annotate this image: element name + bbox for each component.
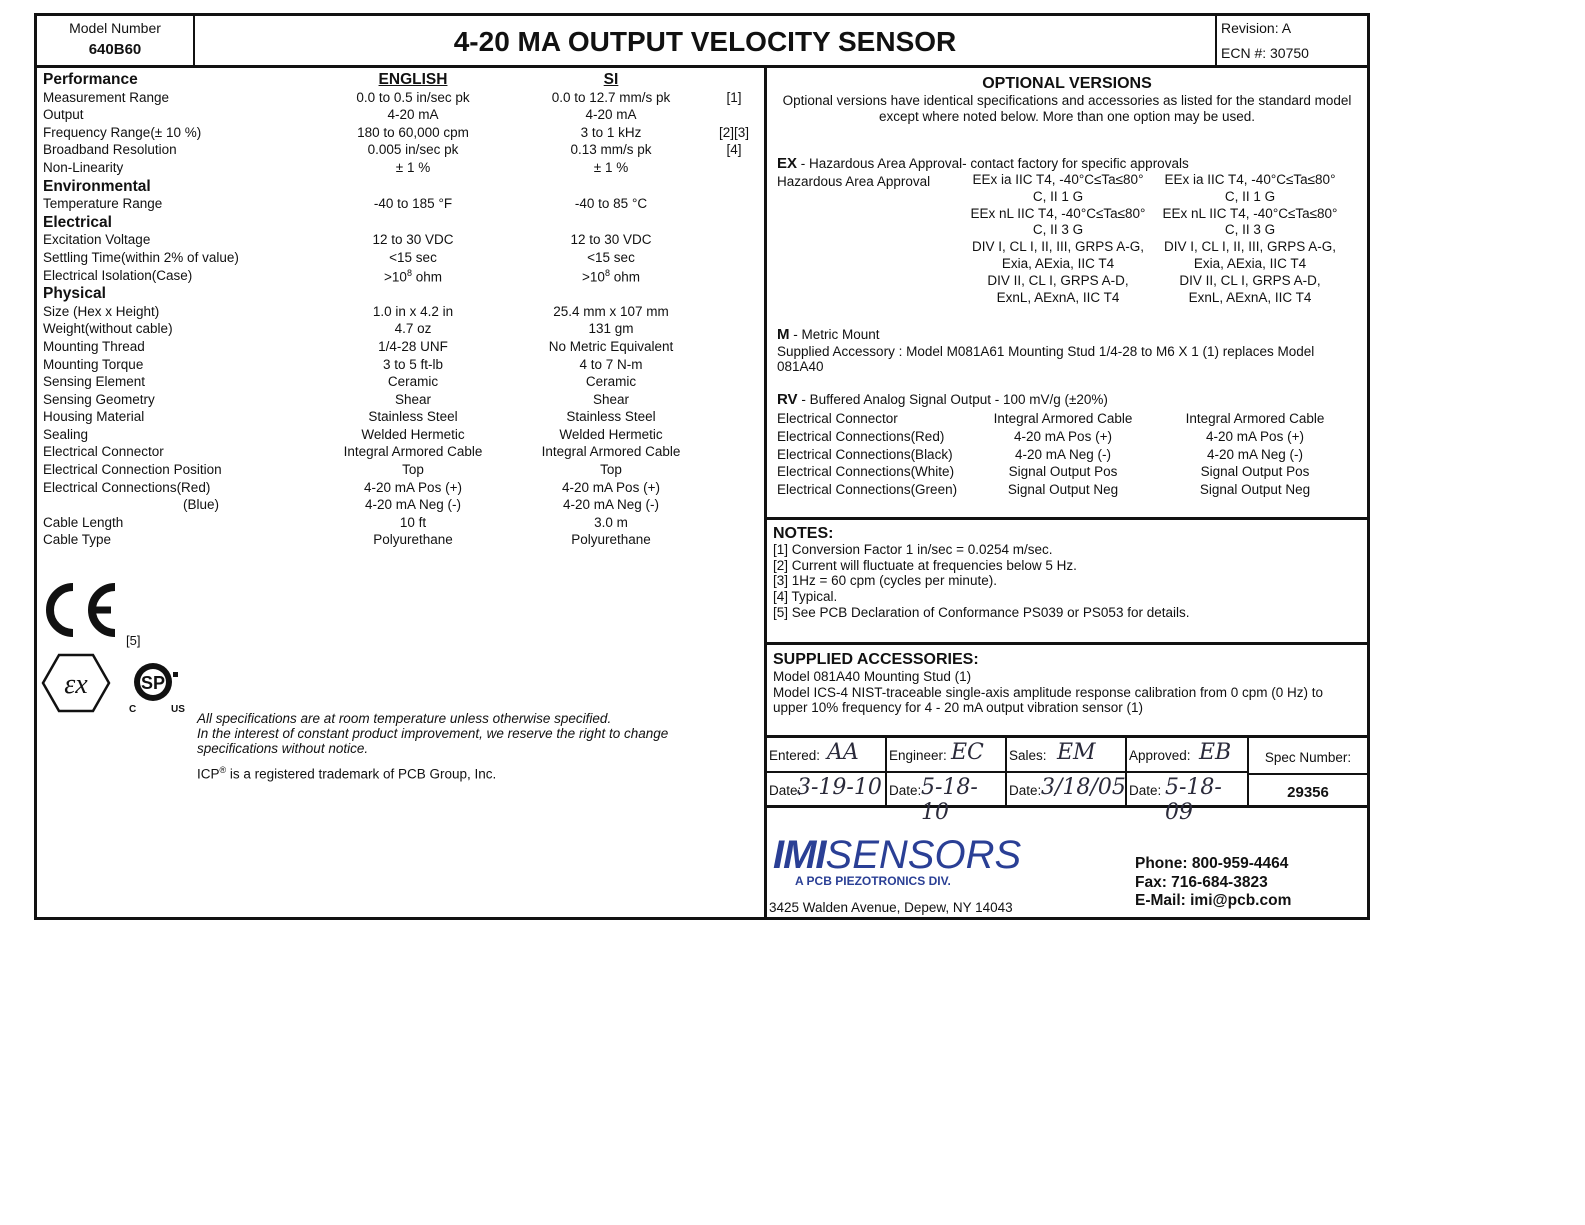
value-text: 0.0 to 12.7 mm/s pk — [551, 89, 671, 105]
english-value — [313, 497, 513, 512]
model-number-value: 640B60 — [88, 41, 142, 58]
value-text: 4-20 mA Pos (+) — [562, 479, 660, 495]
ex-approval-line: ExnL, AExnA, IIC T4 — [996, 289, 1120, 305]
value-text: <15 sec — [389, 249, 437, 265]
rv-value: Integral Armored Cable — [1185, 411, 1325, 426]
spec-row — [43, 339, 761, 357]
entered-cell — [767, 738, 887, 773]
svg-text:εx: εx — [64, 669, 88, 700]
value-unit: ohm — [609, 269, 640, 285]
rv-row — [777, 411, 1357, 429]
si-value — [511, 392, 711, 407]
rv-row — [777, 429, 1357, 447]
sales-label: Sales: — [1009, 748, 1047, 763]
ex-label: Hazardous Area Approval — [777, 174, 931, 189]
spec-label: Mounting Torque — [43, 356, 144, 372]
si-value — [511, 427, 711, 442]
date-cell — [887, 773, 1007, 825]
tm-post: is a registered trademark of PCB Group, Inc. — [226, 766, 497, 782]
email: E-Mail: imi@pcb.com — [1135, 892, 1292, 909]
ex-approval-line: DIV II, CL I, GRPS A-D, — [1179, 272, 1321, 288]
address: 3425 Walden Avenue, Depew, NY 14043 — [769, 900, 1013, 915]
english-value — [313, 374, 513, 389]
value-text: 131 gm — [588, 321, 634, 337]
spec-label: (Blue) — [183, 497, 220, 513]
footnote-ref: [4] — [726, 142, 742, 158]
ex-approval-line: C, II 3 G — [1224, 222, 1276, 238]
rv-value: 4-20 mA Pos (+) — [1014, 428, 1112, 444]
disclaimer-line: In the interest of constant product improvement, we reserve the right to change — [197, 726, 669, 741]
spec-row — [43, 107, 761, 125]
tm-sup: ® — [219, 765, 227, 775]
date-cell — [767, 773, 887, 808]
approved-label: Approved: — [1129, 748, 1191, 763]
disclaimer-line: All specifications are at room temperature unless otherwise specified. — [197, 711, 612, 726]
m-option-heading — [777, 326, 880, 343]
note-item: [4] Typical. — [773, 589, 838, 605]
spec-divider — [1249, 773, 1367, 775]
value-text: Ceramic — [585, 374, 637, 390]
note-item: [1] Conversion Factor 1 in/sec = 0.0254 m/sec. — [773, 541, 1053, 557]
rv-value: Signal Output Pos — [1200, 464, 1310, 480]
spec-row — [43, 196, 761, 214]
si-value — [511, 90, 711, 105]
spec-number-label: Spec Number: — [1264, 750, 1352, 765]
spec-label: Sealing — [43, 426, 89, 442]
spec-label: Electrical Isolation(Case) — [43, 267, 193, 283]
spec-label: Sensing Geometry — [43, 391, 155, 407]
disclaimer — [197, 711, 717, 756]
spec-row — [43, 357, 761, 375]
spec-label: Settling Time(within 2% of value) — [43, 249, 239, 265]
spec-row — [43, 532, 761, 550]
spec-row — [43, 515, 761, 533]
ex-approval-line: EEx nL IIC T4, -40°C≤Ta≤80° — [1162, 205, 1338, 221]
value-text: 25.4 mm x 107 mm — [553, 303, 669, 319]
english-value — [313, 160, 513, 175]
date-cell — [1007, 773, 1127, 808]
spec-table — [43, 71, 761, 550]
rv-desc: - Buffered Analog Signal Output - 100 mV/g (±20%) — [797, 392, 1108, 407]
spec-row — [43, 480, 761, 498]
date-signature: 5-18-10 — [921, 775, 978, 825]
date-cell — [1127, 773, 1249, 825]
value-text: No Metric Equivalent — [548, 338, 674, 354]
optional-intro — [767, 93, 1367, 125]
value-text: 0.005 in/sec pk — [367, 142, 459, 158]
spec-label: Mounting Thread — [43, 338, 145, 354]
optional-versions-title: OPTIONAL VERSIONS — [982, 75, 1152, 92]
accessory-line: Model 081A40 Mounting Stud (1) — [773, 669, 972, 684]
spec-row — [43, 374, 761, 392]
engineer-signature: EC — [951, 740, 984, 765]
value-text: Stainless Steel — [566, 409, 656, 425]
spec-row — [43, 444, 761, 462]
value-text: Shear — [592, 391, 630, 407]
optional-versions-section — [767, 71, 1367, 520]
spec-section-heading — [43, 178, 761, 197]
spec-section-heading — [43, 214, 761, 233]
spec-row — [43, 497, 761, 515]
value-text: 3.0 m — [594, 514, 628, 530]
si-value — [511, 480, 711, 495]
date-label: Date: — [1129, 783, 1162, 798]
si-value — [511, 125, 711, 140]
logo-sensors: SENSORS — [825, 833, 1022, 877]
ex-approval-line: C, II 1 G — [1032, 188, 1084, 204]
date-label: Date: — [769, 783, 802, 798]
si-value — [511, 497, 711, 512]
ex-option-heading — [777, 155, 1189, 172]
engineer-cell — [887, 738, 1007, 773]
model-number-label: Model Number — [69, 20, 161, 36]
english-value — [313, 232, 513, 247]
rv-row — [777, 447, 1357, 465]
si-value — [511, 321, 711, 336]
spec-row — [43, 232, 761, 250]
ex-approval-line: C, II 3 G — [1032, 222, 1084, 238]
value-text: 0.0 to 0.5 in/sec pk — [356, 89, 470, 105]
english-value — [313, 462, 513, 477]
si-value — [511, 232, 711, 247]
si-value — [511, 196, 711, 211]
spec-label: Temperature Range — [43, 196, 163, 212]
m-code: M — [777, 326, 790, 343]
trademark-note — [197, 765, 496, 782]
english-column-header: ENGLISH — [378, 71, 448, 88]
si-value — [511, 142, 711, 157]
value-text: Top — [402, 462, 424, 478]
spec-label: Electrical Connection Position — [43, 462, 222, 478]
approved-cell — [1127, 738, 1249, 773]
spec-row — [43, 125, 761, 143]
spec-row — [43, 160, 761, 178]
value-text: -40 to 185 °F — [373, 196, 453, 212]
engineer-label: Engineer: — [889, 748, 947, 763]
optional-intro-line: except where noted below. More than one option may be used. — [879, 109, 1255, 124]
imi-sensors-logo — [773, 833, 1021, 888]
spec-row — [43, 268, 761, 286]
disclaimer-line: specifications without notice. — [197, 741, 369, 756]
ex-approval-line: EEx nL IIC T4, -40°C≤Ta≤80° — [970, 205, 1146, 221]
ex-approval-line: EEx ia IIC T4, -40°C≤Ta≤80° — [972, 172, 1144, 187]
accessory-line: Model ICS-4 NIST-traceable single-axis amplitude response calibration from 0 cpm (0 Hz) to — [773, 684, 1323, 700]
value-text: -40 to 85 °C — [574, 196, 648, 212]
signoff-block — [767, 738, 1367, 825]
logo-imi: IMI — [773, 833, 826, 877]
value-text: <15 sec — [587, 249, 635, 265]
value-text: 4-20 mA — [387, 107, 439, 123]
notes-section — [767, 520, 1367, 645]
value-text: ± 1 % — [395, 159, 431, 175]
ex-hazard-mark-icon — [41, 652, 111, 714]
si-value — [511, 339, 711, 354]
si-value — [511, 304, 711, 319]
rv-option-heading — [777, 391, 1108, 408]
rv-table — [777, 411, 1357, 500]
rv-label: Electrical Connections(Green) — [777, 482, 958, 498]
value-text: Integral Armored Cable — [541, 444, 681, 460]
optional-intro-line: Optional versions have identical specifications and accessories as listed for the standard model — [782, 93, 1352, 108]
value-text: 180 to 60,000 cpm — [357, 124, 469, 140]
notes-title: NOTES: — [773, 525, 834, 542]
ex-approval-line: C, II 1 G — [1224, 188, 1276, 204]
rv-value: Integral Armored Cable — [993, 411, 1133, 426]
english-value — [313, 196, 513, 211]
section-label: Electrical — [43, 213, 112, 231]
value-text: 12 to 30 VDC — [570, 232, 652, 248]
english-value — [313, 515, 513, 530]
spec-sheet — [34, 13, 1370, 920]
entered-label: Entered: — [769, 748, 821, 763]
ex-approval-line: Exia, AExia, IIC T4 — [1193, 255, 1307, 271]
spec-label: Size (Hex x Height) — [43, 303, 160, 319]
rv-value: Signal Output Neg — [1007, 482, 1119, 498]
english-value — [313, 142, 513, 157]
spec-label: Frequency Range(± 10 %) — [43, 124, 202, 140]
model-number-box — [37, 16, 195, 68]
date-label: Date: — [889, 783, 922, 798]
spec-label: Broadband Resolution — [43, 142, 177, 158]
ce-mark-icon — [43, 583, 123, 637]
ce-note: [5] — [126, 633, 141, 648]
rv-value: Signal Output Neg — [1199, 482, 1311, 498]
si-value — [511, 374, 711, 389]
spec-row — [43, 304, 761, 322]
spec-label: Measurement Range — [43, 89, 170, 105]
value-unit: ohm — [411, 269, 442, 285]
ex-approval-line: Exia, AExia, IIC T4 — [1001, 255, 1115, 271]
value-text: 12 to 30 VDC — [372, 232, 454, 248]
revision-box — [1215, 16, 1367, 68]
section-label: Physical — [43, 285, 106, 303]
spec-row — [43, 392, 761, 410]
value-exponent: 8 — [604, 267, 610, 278]
accessories-title: SUPPLIED ACCESSORIES: — [773, 651, 979, 668]
ex-approval-line: ExnL, AExnA, IIC T4 — [1188, 289, 1312, 305]
spec-label: Excitation Voltage — [43, 232, 151, 248]
value-text: 4 to 7 N-m — [579, 356, 643, 372]
rv-code: RV — [777, 391, 798, 408]
si-column-header: SI — [603, 71, 619, 88]
si-value — [511, 357, 711, 372]
ex-approval-line: DIV I, CL I, II, III, GRPS A-G, — [971, 239, 1145, 255]
value-text: 10 ft — [399, 514, 427, 530]
english-value — [313, 357, 513, 372]
rv-value: 4-20 mA Pos (+) — [1206, 428, 1304, 444]
rv-value: Signal Output Pos — [1008, 464, 1118, 480]
note-item: [3] 1Hz = 60 cpm (cycles per minute). — [773, 573, 997, 589]
svg-text:SP: SP — [140, 673, 166, 693]
note-item: [5] See PCB Declaration of Conformance PS039 or PS053 for details. — [773, 604, 1190, 620]
value-text: Shear — [394, 391, 432, 407]
value-text: Integral Armored Cable — [343, 444, 483, 460]
fax: Fax: 716-684-3823 — [1135, 873, 1268, 891]
date-signature: 5-18-09 — [1165, 775, 1222, 825]
english-value — [313, 392, 513, 407]
value-text: 1/4-28 UNF — [378, 338, 448, 354]
english-value — [313, 409, 513, 424]
entered-signature: AA — [827, 740, 859, 765]
rv-row — [777, 482, 1357, 500]
english-value — [313, 444, 513, 459]
english-value — [313, 427, 513, 442]
spec-label: Non-Linearity — [43, 159, 124, 175]
value-text: 3 to 5 ft-lb — [382, 356, 444, 372]
spec-label: Weight(without cable) — [43, 321, 173, 337]
approved-signature: EB — [1199, 740, 1232, 765]
value-text: 4-20 mA — [585, 107, 637, 123]
value-text: 4.7 oz — [394, 321, 432, 337]
rv-value: 4-20 mA Neg (-) — [1014, 446, 1112, 462]
svg-text:C: C — [129, 704, 137, 715]
footer — [767, 808, 1367, 917]
value-text: Polyurethane — [571, 532, 651, 548]
tm-pre: ICP — [197, 766, 220, 782]
spec-label: Electrical Connector — [43, 444, 164, 460]
sales-signature: EM — [1057, 740, 1096, 765]
spec-section-heading — [43, 285, 761, 304]
rv-label: Electrical Connector — [777, 411, 898, 426]
english-value — [313, 304, 513, 319]
value-text: >10 — [582, 269, 605, 285]
value-text: 4-20 mA Neg (-) — [364, 497, 462, 513]
accessory-line: upper 10% frequency for 4 - 20 mA output vibration sensor (1) — [773, 700, 1143, 716]
note-item: [2] Current will fluctuate at frequencies below 5 Hz. — [773, 557, 1077, 573]
value-text: Top — [600, 462, 622, 478]
si-value — [511, 250, 711, 265]
spec-row — [43, 409, 761, 427]
value-text: Ceramic — [387, 374, 439, 390]
logo-division: A PCB PIEZOTRONICS DIV. — [795, 874, 951, 888]
page-title: 4-20 MA OUTPUT VELOCITY SENSOR — [195, 16, 1215, 68]
spec-row — [43, 250, 761, 268]
english-value — [313, 90, 513, 105]
english-value — [313, 268, 513, 285]
ex-approvals-col1 — [967, 172, 1149, 306]
english-value — [313, 125, 513, 140]
value-text: Polyurethane — [373, 532, 453, 548]
si-value — [511, 462, 711, 477]
spec-section-heading — [43, 71, 761, 90]
spec-label: Housing Material — [43, 409, 145, 425]
date-signature: 3-19-10 — [797, 775, 882, 800]
spec-label: Cable Length — [43, 514, 124, 530]
si-value — [511, 409, 711, 424]
english-value — [313, 532, 513, 547]
spec-row — [43, 427, 761, 445]
ex-approval-line: EEx ia IIC T4, -40°C≤Ta≤80° — [1164, 172, 1336, 187]
spec-label: Electrical Connections(Red) — [43, 479, 211, 495]
csa-mark-icon — [123, 656, 198, 716]
value-text: Stainless Steel — [368, 409, 458, 425]
rv-label: Electrical Connections(Red) — [777, 428, 945, 444]
value-text: 0.13 mm/s pk — [570, 142, 652, 158]
m-line: Supplied Accessory : Model M081A61 Mounting Stud 1/4-28 to M6 X 1 (1) replaces Model — [777, 344, 1315, 359]
spec-row — [43, 462, 761, 480]
spec-label: Output — [43, 107, 84, 123]
english-value — [313, 480, 513, 495]
spec-number-value: 29356 — [1287, 784, 1329, 801]
ex-desc: - Hazardous Area Approval- contact factory for specific approvals — [797, 156, 1189, 171]
rv-label: Electrical Connections(White) — [777, 464, 955, 480]
english-value — [313, 339, 513, 354]
date-label: Date: — [1009, 783, 1042, 798]
value-text: 4-20 mA Neg (-) — [562, 497, 660, 513]
ecn-label: ECN #: 30750 — [1221, 45, 1309, 61]
ex-code: EX — [777, 155, 798, 172]
sales-cell — [1007, 738, 1127, 773]
contact-block — [1135, 855, 1291, 911]
spec-row — [43, 321, 761, 339]
english-value — [313, 321, 513, 336]
supplied-accessories-section — [767, 645, 1367, 738]
section-label: Environmental — [43, 177, 151, 195]
spec-label: Cable Type — [43, 532, 112, 548]
english-value — [313, 107, 513, 122]
spec-row — [43, 142, 761, 160]
ex-approval-line: DIV I, CL I, II, III, GRPS A-G, — [1163, 239, 1337, 255]
value-exponent: 8 — [406, 267, 412, 278]
rv-value: 4-20 mA Neg (-) — [1206, 446, 1304, 462]
ex-approvals-col2 — [1159, 172, 1341, 306]
value-text: 1.0 in x 4.2 in — [372, 303, 454, 319]
si-value — [511, 268, 711, 285]
value-text: ± 1 % — [593, 159, 629, 175]
si-value — [511, 107, 711, 122]
si-value — [511, 532, 711, 547]
phone: Phone: 800-959-4464 — [1135, 855, 1289, 872]
m-line: 081A40 — [777, 359, 824, 374]
ex-approval-line: DIV II, CL I, GRPS A-D, — [987, 272, 1129, 288]
value-text: 4-20 mA Pos (+) — [364, 479, 462, 495]
value-text: Welded Hermetic — [559, 426, 663, 442]
value-text: >10 — [384, 269, 407, 285]
si-value — [511, 515, 711, 530]
footnote-ref: [2][3] — [719, 124, 750, 140]
si-value — [511, 444, 711, 459]
section-label: Performance — [43, 71, 138, 88]
value-text: Welded Hermetic — [361, 426, 465, 442]
date-signature: 3/18/05 — [1041, 775, 1126, 800]
rv-label: Electrical Connections(Black) — [777, 446, 953, 462]
spec-label: Sensing Element — [43, 374, 146, 390]
svg-text:US: US — [171, 704, 185, 715]
si-value — [511, 160, 711, 175]
value-text: 3 to 1 kHz — [580, 124, 642, 140]
m-desc: - Metric Mount — [789, 327, 880, 342]
english-value — [313, 250, 513, 265]
spec-row — [43, 90, 761, 108]
rv-row — [777, 464, 1357, 482]
footnote-ref: [1] — [726, 89, 742, 105]
revision-label: Revision: A — [1221, 20, 1292, 36]
